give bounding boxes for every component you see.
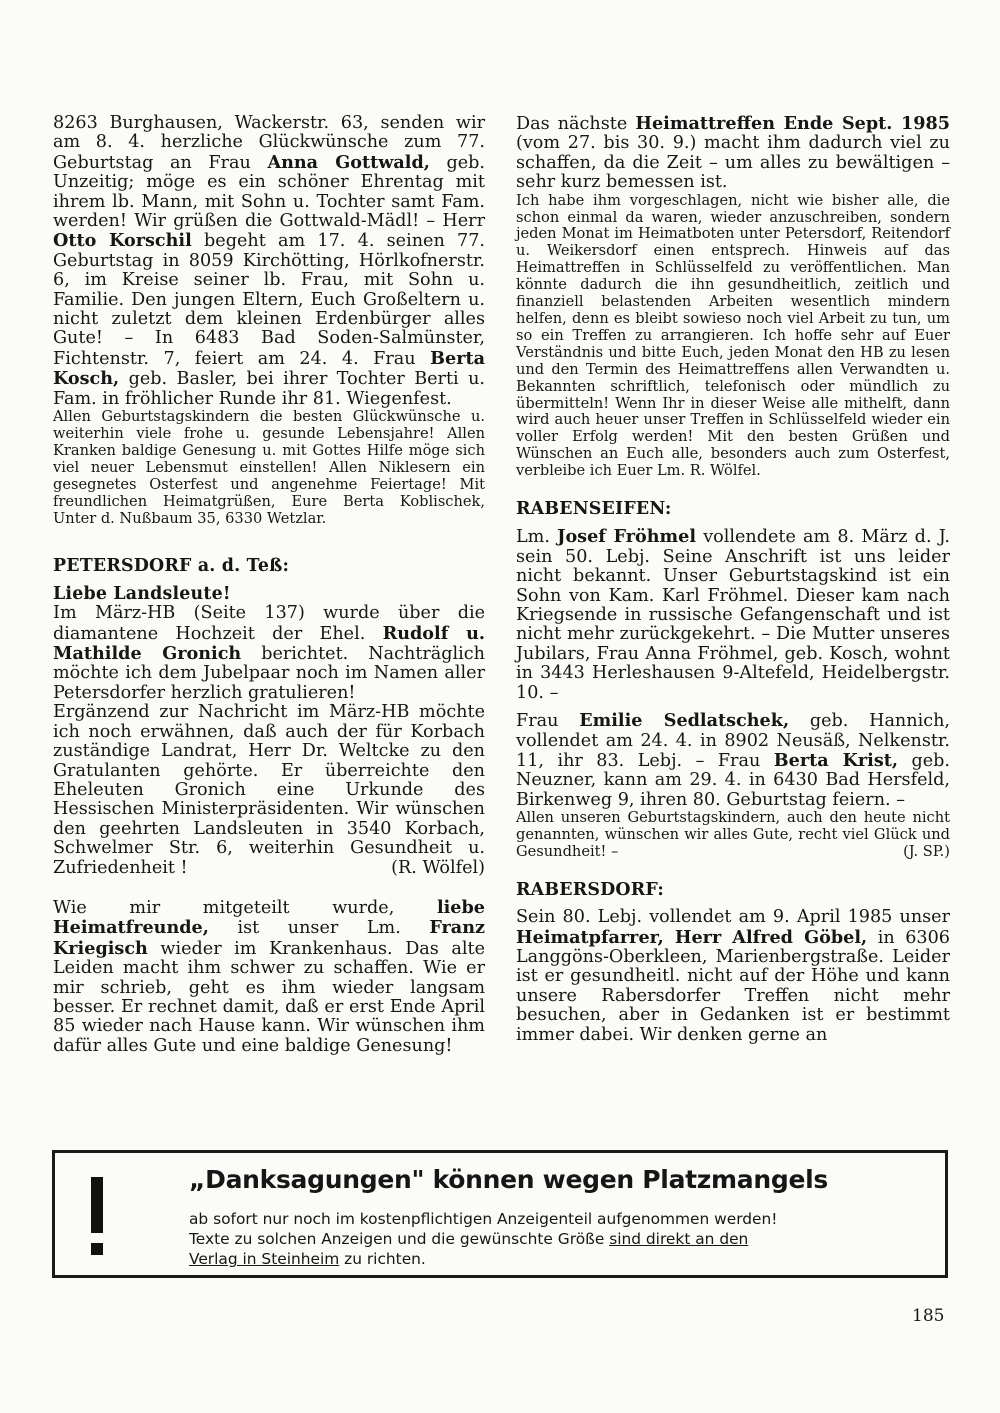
petersdorf-paragraph-2: Ergänzend zur Nachricht im März-HB möchte ich noch erwähnen, daß auch der für Korbach zuständige Landrat, Herr Dr. Weltcke zu den Gratulanten gehörte. Er überreichte den Eheleuten Gronich eine Urkunde des Hessischen Ministerpräsidenten. Wir wünschen den geehrten Landsleuten in 3540 Korbach, Schwelmer Str. 6, weiterhin Gesundheit u. Zufriedenheit ! (R. Wölfel) xyxy=(53,702,485,878)
name-berta-kosch: Berta Kosch, xyxy=(53,347,485,390)
signature-j-sp: (J. SP.) xyxy=(903,842,950,860)
page-number: 185 xyxy=(912,1306,945,1326)
right-column xyxy=(516,114,950,1045)
meeting-paragraph: Das nächste Heimattreffen Ende Sept. 1985 (vom 27. bis 30. 9.) macht ihm dadurch viel zu schaffen, da die Zeit – um alles zu bewältigen – sehr kurz bemessen ist. xyxy=(516,113,951,193)
notice-title: „Danksagungen" können wegen Platzmangels xyxy=(189,1165,828,1194)
section-heading-rabersdorf: RABERSDORF: xyxy=(516,879,664,900)
section-heading-rabenseifen: RABENSEIFEN: xyxy=(516,499,672,520)
notice-line-1: ab sofort nur noch im kostenpflichtigen Anzeigenteil aufgenommen werden! xyxy=(189,1210,778,1228)
proposal-paragraph: Ich habe ihm vorgeschlagen, nicht wie bisher alle, die schon einmal da waren, wieder anzuschreiben, sondern jeden Monat im Heimatboten unter Petersdorf, Reitendorf u. Weikersdorf einen entsprech. Hinweis auf das Heimattreffen in Schlüsselfeld zu veröffentlichen. Man könnte dadurch die ihn gesundheitlich, zeitlich und finanziell belastenden Arbeiten wesentlich mindern helfen, denn es bleibt sowieso noch viel Arbeit zu tun, um so ein Treffen zu arrangieren. Ich hoffe sehr auf Euer Verständnis und bitte Euch, jeden Monat den HB zu lesen und den Termin des Heimattreffens allen Verwandten u. Bekannten schriftlich, telefonisch oder mündlich zu übermitteln! Wenn Ihr in dieser Weise alle mithelft, dann wird auch heuer unser Treffen in Schlüsselfeld wieder ein voller Erfolg werden! Mit den besten Grüßen und Wünschen an Euch alle, besonders auch zum Osterfest, verbleibe ich Euer Lm. R. Wölfel. xyxy=(516,191,950,480)
signature-r-woelfel: (R. Wölfel) xyxy=(391,857,485,878)
birthday-paragraph-1: 8263 Burghausen, Wackerstr. 63, senden wir am 8. 4. herzliche Glückwünsche zum 77. Geburtstag an Frau Anna Gottwald, geb. Unzeitig; möge es ein schöner Ehrentag mit ihrem lb. Mann, mit Sohn u. Tochter samt Fam. werden! Wir grüßen die Gottwald-Mädl! – Herr Otto Korschil begeht am 17. 4. seinen 77. Geburtstag in 8059 Kirchötting, Hörlkofnerstr. 6, im Kreise seiner lb. Frau, mit Sohn u. Familie. Den jungen Eltern, Euch Großeltern u. nicht zuletzt dem kleinen Erdenbürger alles Gute! – In 6483 Bad Soden-Salmünster, Fichtenstr. 7, feiert am 24. 4. Frau Berta Kosch, geb. Basler, bei ihrer Tochter Berti u. Fam. in fröhlicher Runde ihr 81. Wiegenfest. xyxy=(53,113,486,409)
greetings-paragraph: Allen Geburtstagskindern die besten Glückwünsche u. weiterhin viele frohe u. gesunde Lebensjahre! Allen Kranken baldige Genesung u. mit Gottes Hilfe möge sich viel neuer Lebensmut einstellen! Allen Niklesern ein gesegnetes Osterfest und angenehme Feiertage! Mit freundlichen Heimatgrüßen, Eure Berta Koblischek, Unter d. Nußbaum 35, 6330 Wetzlar. xyxy=(53,408,485,527)
name-berta-krist: Berta Krist, xyxy=(773,749,899,771)
meeting-date-highlight: Heimattreffen Ende Sept. 1985 xyxy=(635,113,951,134)
name-otto-korschil: Otto Korschil xyxy=(53,230,192,252)
petersdorf-paragraph-3: Wie mir mitgeteilt wurde, liebe Heimatfreunde, ist unser Lm. Franz Kriegisch wieder im Krankenhaus. Das alte Leiden macht ihm schwer zu schaffen. Wie er mir schrieb, geht es ihm wieder langsam besser. Er rechnet damit, daß er erst Ende April 85 wieder nach Hause kann. Wir wünschen ihm dafür alles Gute und eine baldige Genesung! xyxy=(53,896,485,1056)
section-heading-petersdorf: PETERSDORF a. d. Teß: xyxy=(53,556,290,577)
rabenseifen-paragraph-2: Frau Emilie Sedlatschek, geb. Hannich, vollendet am 24. 4. in 8902 Neusäß, Nelkenstr. 11, ihr 83. Lebj. – Frau Berta Krist, geb. Neuzner, kann am 29. 4. in 6430 Bad Hersfeld, Birkenweg 9, ihren 80. Geburtstag feiern. – xyxy=(516,710,951,810)
name-josef-froehmel: Josef Fröhmel xyxy=(557,526,697,548)
rabenseifen-paragraph-1: Lm. Josef Fröhmel vollendete am 8. März d. J. sein 50. Lebj. Seine Anschrift ist uns leider nicht bekannt. Unser Geburtstagskind ist ein Sohn von Kam. Karl Fröhmel. Dieser kam nach Kriegsende in russische Gefangenschaft und ist nicht mehr zurückgekehrt. – Die Mutter unseres Jubilars, Frau Anna Fröhmel, geb. Kosch, wohnt in 3443 Herleshausen 9-Altefeld, Heidelbergstr. 10. – xyxy=(516,526,950,703)
name-franz-kriegisch: Franz Kriegisch xyxy=(53,917,485,959)
rabersdorf-paragraph: Sein 80. Lebj. vollendet am 9. April 1985 unser Heimatpfarrer, Herr Alfred Göbel, in 6306 Langgöns-Oberkleen, Marienbergstraße. Leider ist er gesundheitl. nicht auf der Höhe und kann unsere Rabersdorfer Treffen nicht mehr besuchen, aber in Gedanken ist er bestimmt immer dabei. Wir denken gerne an xyxy=(516,907,950,1045)
notice-line-3: Verlag in Steinheim zu richten. xyxy=(189,1250,426,1268)
name-emilie-sedlatschek: Emilie Sedlatschek, xyxy=(579,710,790,732)
notice-line-2: Texte zu solchen Anzeigen und die gewünschte Größe sind direkt an den xyxy=(189,1230,749,1248)
left-column xyxy=(53,114,485,1056)
exclamation-icon xyxy=(91,1177,103,1255)
rabenseifen-wishes: Allen unseren Geburtstagskindern, auch den heute nicht genannten, wünschen wir alles Gute, recht viel Glück und Gesundheit! – (J. SP.) xyxy=(516,809,950,860)
name-rudolf-mathilde-gronich: Rudolf u. Mathilde Gronich xyxy=(53,622,485,665)
name-alfred-goebel: Heimatpfarrer, Herr Alfred Göbel, xyxy=(516,926,868,948)
name-anna-gottwald: Anna Gottwald, xyxy=(267,151,430,173)
petersdorf-paragraph-1: Im März-HB (Seite 137) wurde über die diamantene Hochzeit der Ehel. Rudolf u. Mathilde Gronich berichtet. Nachträglich möchte ich dem Jubelpaar noch im Namen aller Petersdorfer herzlich gratulieren! xyxy=(53,603,485,703)
danksagungen-notice-box xyxy=(52,1150,948,1278)
notice-body xyxy=(189,1209,929,1269)
salutation: Liebe Landsleute! xyxy=(53,583,231,604)
